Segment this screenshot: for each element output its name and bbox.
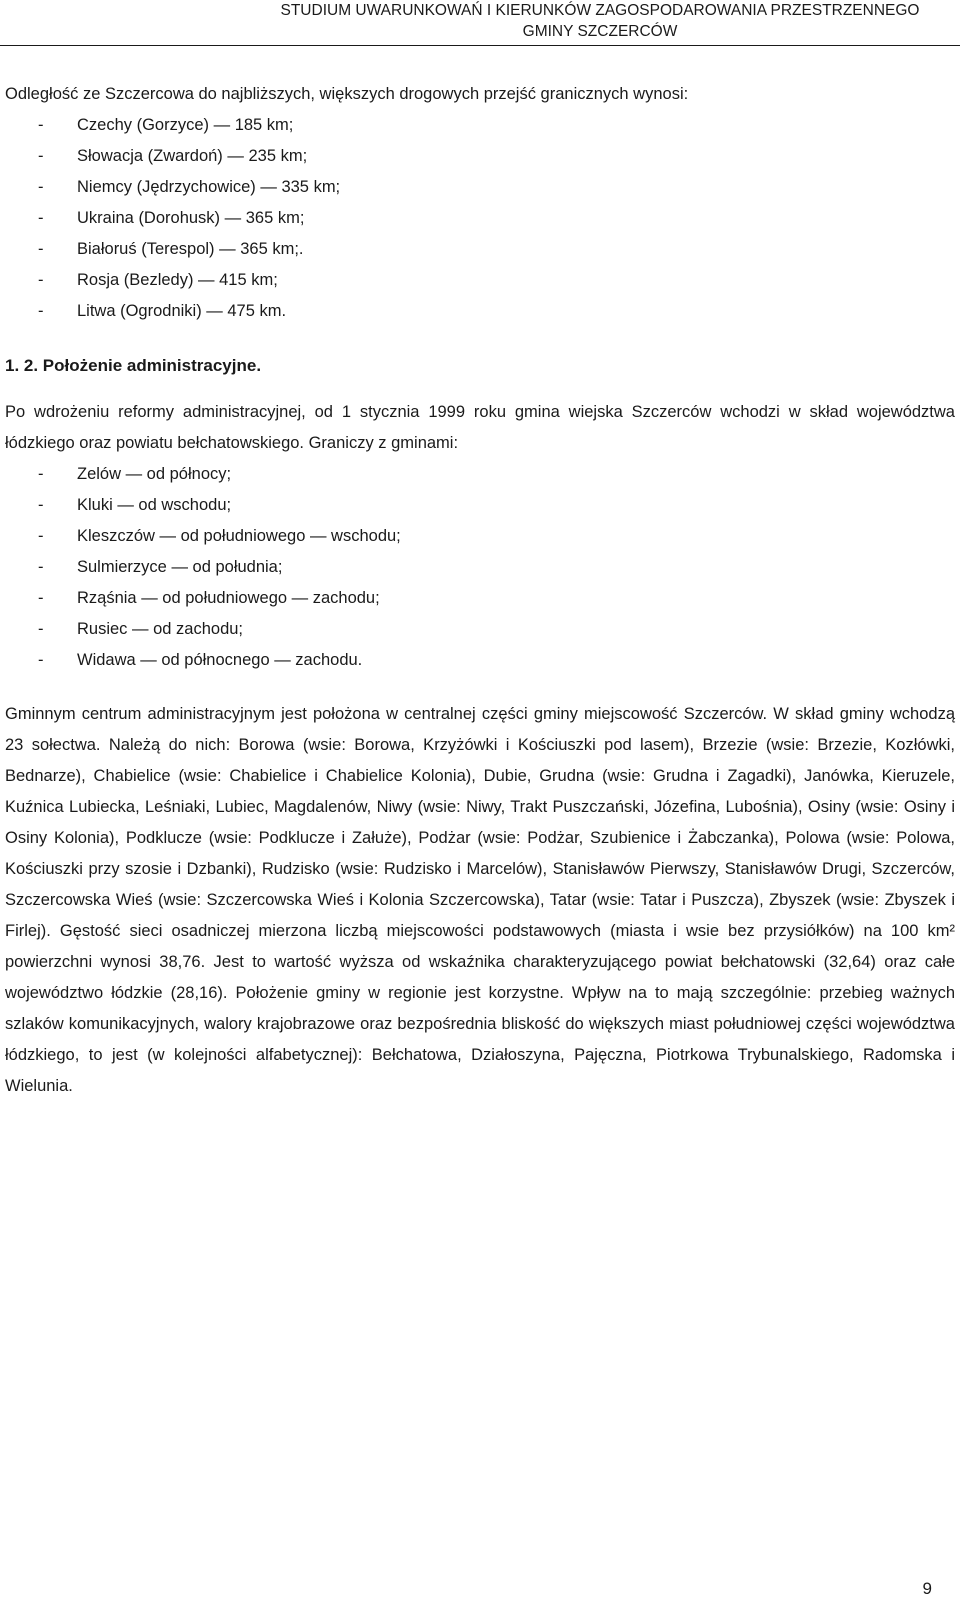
list-item-text: Widawa — od północnego — zachodu.	[77, 651, 363, 669]
neighbours-list	[5, 459, 955, 676]
centre-paragraph: Gminnym centrum administracyjnym jest położona w centralnej części gminy miejscowość Szczerców. W skład gminy wchodzą 23 sołectwa. Należą do nich: Borowa (wsie: Borowa, Krzyżówki i Kościuszki pod lasem), Brzezie (wsie: Brzezie, Kozłówki, Bednarze), Chabielice (wsie: Chabielice i Chabielice Kolonia), Dubie, Grudna (wsie: Grudna i Zagadki), Janówka, Kieruzele, Kuźnica Lubiecka, Leśniaki, Lubiec, Magdalenów, Niwy (wsie: Niwy, Trakt Puszczański, Józefina, Lubośnia), Osiny (wsie: Osiny i Osiny Kolonia), Podklucze (wsie: Podklucze i Załuże), Podżar (wsie: Podżar, Szubienice i Żabczanka), Polowa (wsie: Polowa, Kościuszki przy szosie i Dzbanki), Rudzisko (wsie: Rudzisko i Marcelów), Stanisławów Pierwszy, Stanisławów Drugi, Szczerców, Szczercowska Wieś (wsie: Szczercowska Wieś i Kolonia Szczercowska), Tatar (wsie: Tatar i Puszcza), Zbyszek (wsie: Zbyszek i Firlej). Gęstość sieci osadniczej mierzona liczbą miejscowości podstawowych (miasta i wsie bez przysiółków) na 100 km² powierzchni wynosi 38,76. Jest to wartość wyższa od wskaźnika charakteryzującego powiat bełchatowski (32,64) oraz całe województwo łódzkie (28,16). Położenie gminy w regionie jest korzystne. Wpływ na to mają szczególnie: przebieg ważnych szlaków komunikacyjnych, walory krajobrazowe oraz bezpośrednia bliskość do większych miast południowej części województwa łódzkiego, to jest (w kolejności alfabetycznej): Bełchatowa, Działoszyna, Pajęczna, Piotrkowa Trybunalskiego, Radomska i Wielunia.	[5, 705, 955, 1095]
list-dash: -	[38, 465, 44, 483]
list-item-text: Niemcy (Jędrzychowice) — 335 km;	[77, 178, 341, 196]
list-dash: -	[38, 209, 44, 227]
header-title-line2: GMINY SZCZERCÓW	[522, 23, 678, 40]
list-dash: -	[38, 620, 44, 638]
list-item	[5, 234, 955, 265]
list-item-text: Czechy (Gorzyce) — 185 km;	[77, 116, 294, 134]
list-dash: -	[38, 589, 44, 607]
page-header	[0, 0, 960, 42]
list-item-text: Sulmierzyce — od południa;	[77, 558, 283, 576]
list-item	[5, 490, 955, 521]
list-item	[5, 110, 955, 141]
admin-paragraph: Po wdrożeniu reformy administracyjnej, od 1 stycznia 1999 roku gmina wiejska Szczerców wchodzi w skład województwa łódzkiego oraz powiatu bełchatowskiego. Graniczy z gminami:	[5, 403, 955, 452]
list-item-text: Białoruś (Terespol) — 365 km;.	[77, 240, 304, 258]
list-item-text: Rusiec — od zachodu;	[77, 620, 244, 638]
list-item	[5, 141, 955, 172]
list-item	[5, 172, 955, 203]
page-number: 9	[922, 1579, 932, 1598]
list-item	[5, 296, 955, 327]
list-item	[5, 459, 955, 490]
list-dash: -	[38, 147, 44, 165]
list-dash: -	[38, 178, 44, 196]
list-dash: -	[38, 240, 44, 258]
header-divider	[0, 45, 960, 46]
list-dash: -	[38, 302, 44, 320]
list-item-text: Rosja (Bezledy) — 415 km;	[77, 271, 278, 289]
paragraph-gap	[5, 676, 955, 699]
list-dash: -	[38, 271, 44, 289]
section-heading: 1. 2. Położenie administracyjne.	[5, 356, 262, 375]
border-crossings-list	[5, 110, 955, 327]
list-item	[5, 645, 955, 676]
list-dash: -	[38, 527, 44, 545]
list-item	[5, 552, 955, 583]
list-item-text: Kleszczów — od południowego — wschodu;	[77, 527, 401, 545]
list-item-text: Litwa (Ogrodniki) — 475 km.	[77, 302, 287, 320]
list-item-text: Zelów — od północy;	[77, 465, 232, 483]
document-body	[5, 79, 955, 1102]
list-dash: -	[38, 116, 44, 134]
list-item-text: Kluki — od wschodu;	[77, 496, 232, 514]
list-item-text: Słowacja (Zwardoń) — 235 km;	[77, 147, 308, 165]
list-item-text: Rząśnia — od południowego — zachodu;	[77, 589, 380, 607]
list-item	[5, 614, 955, 645]
list-item	[5, 203, 955, 234]
list-dash: -	[38, 558, 44, 576]
list-dash: -	[38, 651, 44, 669]
list-dash: -	[38, 496, 44, 514]
intro-sentence: Odległość ze Szczercowa do najbliższych, większych drogowych przejść granicznych wynosi:	[5, 85, 689, 103]
list-item	[5, 583, 955, 614]
header-title-line1: STUDIUM UWARUNKOWAŃ I KIERUNKÓW ZAGOSPODAROWANIA PRZESTRZENNEGO	[280, 2, 920, 19]
list-item	[5, 521, 955, 552]
list-item-text: Ukraina (Dorohusk) — 365 km;	[77, 209, 305, 227]
list-item	[5, 265, 955, 296]
